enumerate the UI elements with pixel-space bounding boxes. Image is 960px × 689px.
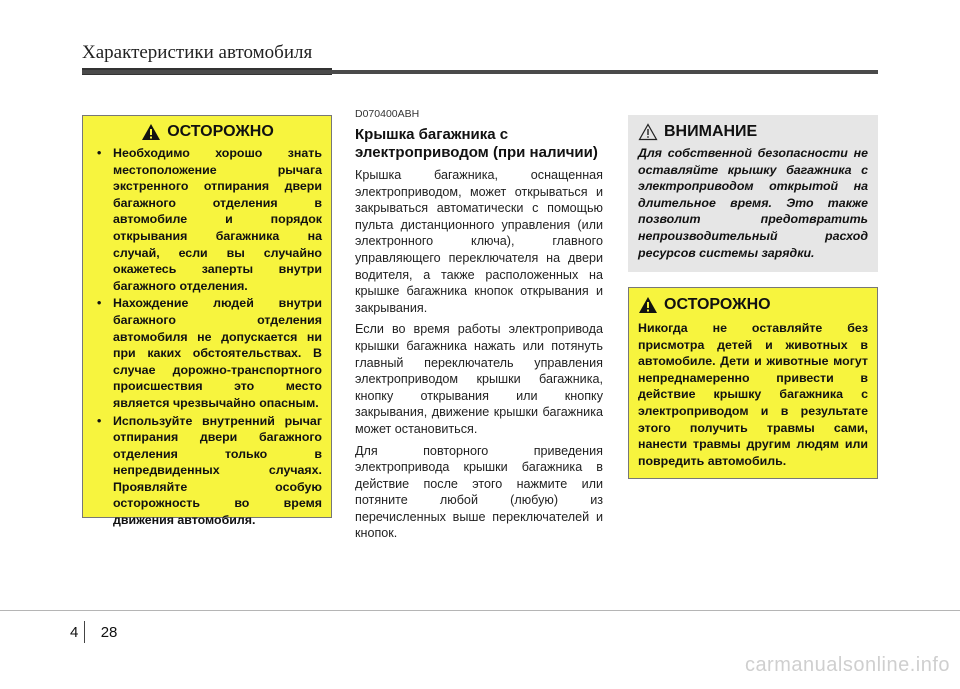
caution-heading-left [93,123,322,141]
page-number [70,624,117,641]
attention-triangle-icon [638,123,658,141]
footer-rule [0,610,960,611]
caution-box-left [82,115,332,528]
attention-text: Для собственной безопасности не оставляйте крышку багажника с электроприводом открытой на длительное время. Это также позволит предотвратить непроизводительный расход ресурсов системы зарядки. [638,146,868,260]
page-number-value: 28 [100,624,118,641]
caution-bullet-list [93,145,322,529]
body-paragraph: Если во время работы электропривода крышки багажника нажать или потянуть главный переключатель управления электроприводом крышки багажника, кнопку открывания или кнопку закрывания, движение крышки багажника может остановиться. [355,322,603,436]
chapter-number: 4 [70,624,79,641]
warning-triangle-icon [141,123,161,141]
section-title: Крышка багажника с электроприводом (при наличии) [355,126,598,161]
attention-heading [638,123,868,141]
page-number-separator [84,621,85,643]
caution-heading-text: ОСТОРОЖНО [664,296,771,313]
body-paragraph: Крышка багажника, оснащенная электроприводом, может открываться и закрываться автоматически с помощью пульта дистанционного управления (или электронного ключа), главного управляющего переключателя на двери водителя, а также расположенных на крышке багажника кнопок открывания и закрывания. [355,168,603,315]
attention-box [628,115,878,272]
header-rule [82,70,878,74]
list-item: • Необходимо хорошо знать местоположение рычага экстренного отпирания двери багажного отделения в автомобиле и порядок открывания багажника на случай, если вы случайно окажетесь заперты внутри багажного отделения. [97,146,322,293]
main-section [355,108,603,547]
watermark: carmanualsonline.info [744,654,950,676]
caution-box-right [628,287,878,479]
list-item: • Используйте внутренний рычаг отпирания двери багажного отделения только в непредвиденных случаях. Проявляйте особую осторожность во время движения автомобиля. [97,413,322,528]
page-header-title: Характеристики автомобиля [82,42,313,63]
attention-heading-text: ВНИМАНИЕ [664,123,758,140]
caution-heading-text: ОСТОРОЖНО [167,123,274,140]
section-code: D070400ABH [355,108,420,120]
warning-triangle-icon [638,296,658,314]
body-paragraph: Для повторного приведения электропривода крышки багажника в действие после этого нажмите или потяните любой (любую) из перечисленных выше переключателей и кнопок. [355,443,603,541]
list-item: • Нахождение людей внутри багажного отделения автомобиля не допускается ни при каких обстоятельствах. В случае дорожно-транспортного происшествия это место является чрезвычайно опасным. [97,296,322,410]
caution-text-right: Никогда не оставляйте без присмотра детей и животных в автомобиле. Дети и животные могут непреднамеренно привести в действие крышку багажника с электроприводом и в результате этого получить травмы сами, нанести травмы другим людям или повредить автомобиль. [638,321,868,468]
caution-heading-right [638,296,868,314]
